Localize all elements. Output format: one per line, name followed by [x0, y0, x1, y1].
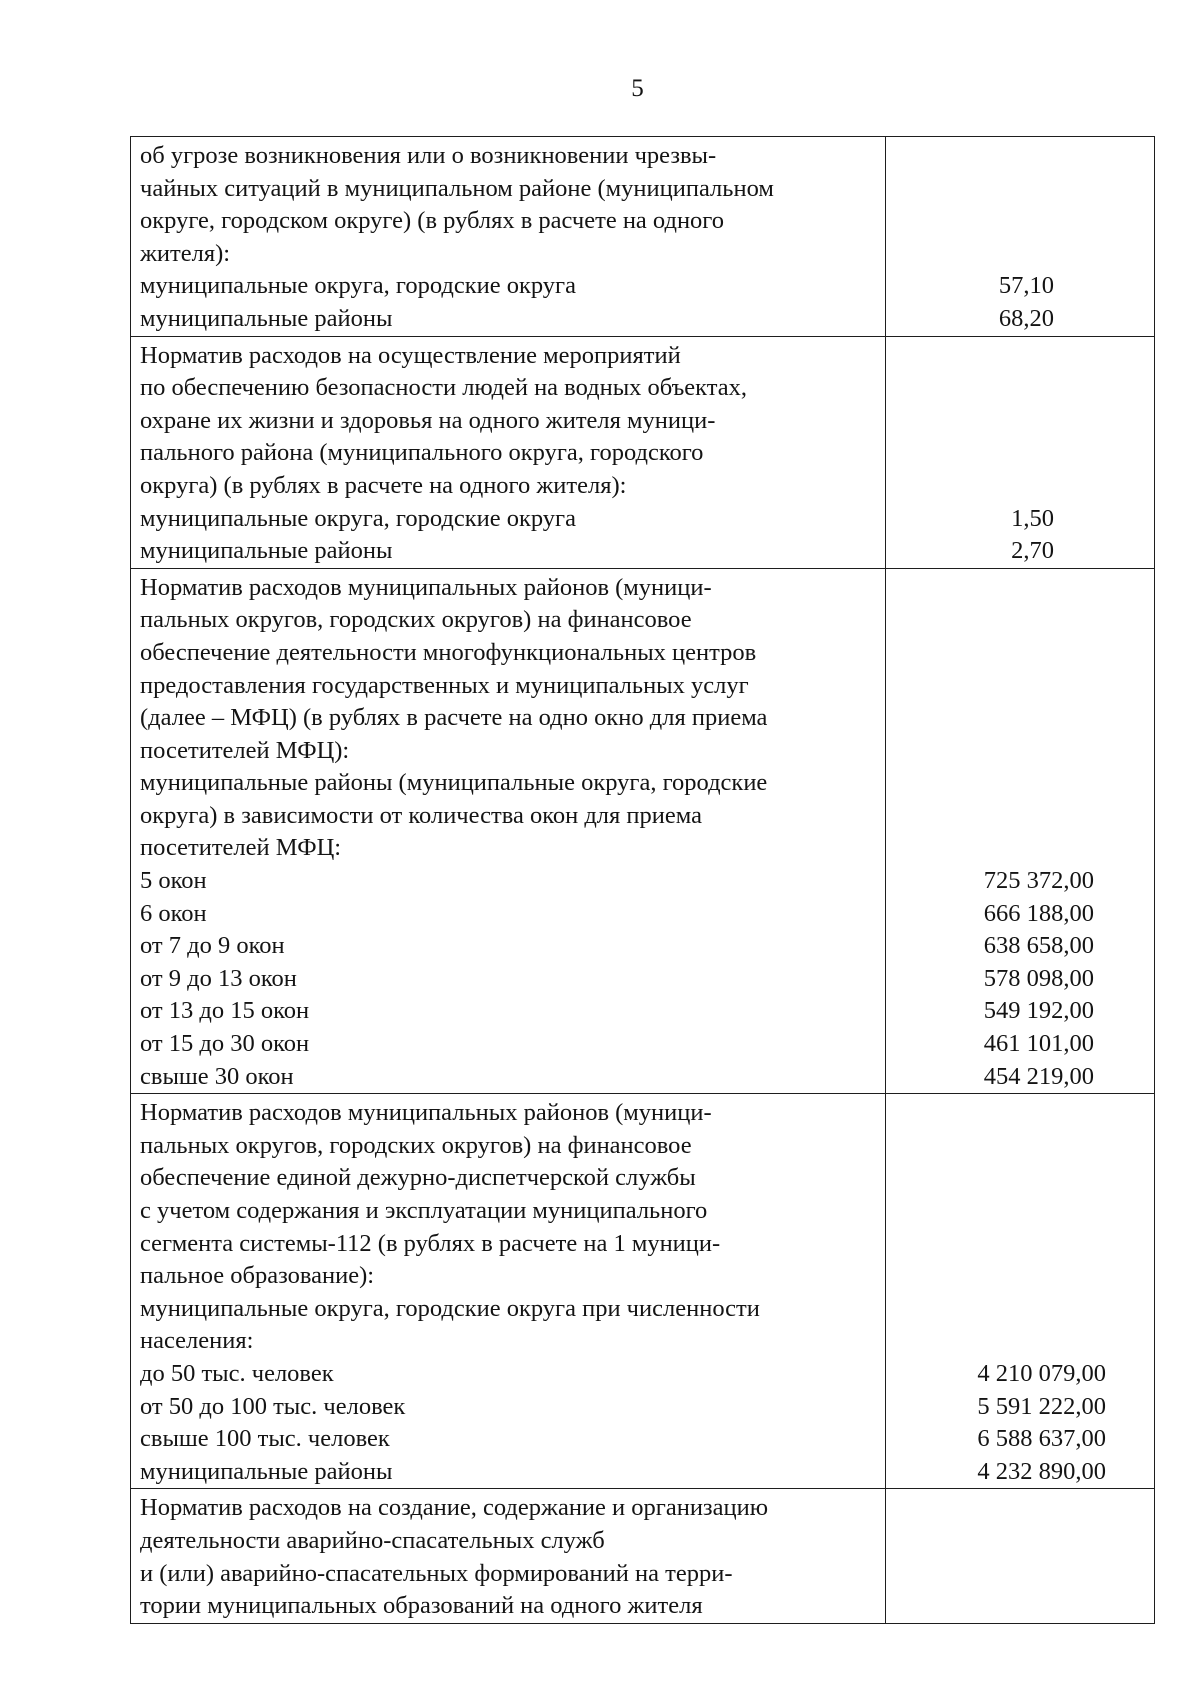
norm-value: 461 101,00: [983, 1030, 1094, 1058]
norm-value-cell: [886, 336, 1155, 568]
norm-description-cell: [131, 568, 886, 1094]
description-line: сегмента системы-112 (в рублях в расчете на 1 муници-: [140, 1229, 721, 1257]
description-line: пальных округов, городских округов) на финансовое: [140, 1131, 692, 1159]
description-line: муниципальные округа, городские округа: [140, 504, 576, 532]
description-line: жителя):: [140, 239, 231, 267]
description-line: муниципальные округа, городские округа при численности: [140, 1294, 760, 1322]
norm-value: 549 192,00: [983, 997, 1094, 1025]
description-line: муниципальные округа, городские округа: [140, 272, 576, 300]
description-line: пального района (муниципального округа, городского: [140, 439, 704, 467]
description-line: муниципальные районы (муниципальные округа, городские: [140, 769, 768, 797]
description-line: населения:: [140, 1327, 254, 1355]
norm-value: 666 188,00: [983, 899, 1094, 927]
description-line: свыше 100 тыс. человек: [140, 1425, 390, 1453]
norm-value: 454 219,00: [983, 1062, 1094, 1090]
norm-value: 2,70: [1011, 537, 1054, 565]
description-line: 6 окон: [140, 899, 207, 927]
description-line: посетителей МФЦ:: [140, 834, 342, 862]
norm-row-mfc: [131, 568, 1155, 1094]
description-line: Норматив расходов на создание, содержание и организацию: [140, 1494, 769, 1522]
norms-table: [130, 136, 1155, 1624]
description-line: деятельности аварийно-спасательных служб: [140, 1526, 605, 1554]
norm-value-cell: [886, 1094, 1155, 1489]
description-line: до 50 тыс. человек: [140, 1359, 334, 1387]
description-line: по обеспечению безопасности людей на водных объектах,: [140, 374, 748, 402]
norm-row-water-safety: [131, 336, 1155, 568]
description-line: с учетом содержания и эксплуатации муниципального: [140, 1197, 708, 1224]
description-line: муниципальные районы: [140, 1457, 393, 1485]
norm-value: 4 210 079,00: [977, 1359, 1106, 1387]
norm-value-cell: [886, 1489, 1155, 1623]
norm-value: 68,20: [998, 304, 1054, 332]
norm-value: 4 232 890,00: [977, 1457, 1106, 1485]
norm-value-cell: [886, 568, 1155, 1094]
norm-description-cell: [131, 137, 886, 337]
norm-value: 5 591 222,00: [977, 1392, 1106, 1420]
norm-row-rescue-services: [131, 1489, 1155, 1623]
description-line: свыше 30 окон: [140, 1062, 294, 1090]
description-line: округе, городском округе) (в рублях в расчете на одного: [140, 207, 724, 235]
norm-description-cell: [131, 336, 886, 568]
description-line: от 15 до 30 окон: [140, 1030, 310, 1058]
norm-row-emergency-warning: [131, 137, 1155, 337]
norm-description-cell: [131, 1489, 886, 1623]
description-line: от 13 до 15 окон: [140, 997, 310, 1025]
norm-value: 578 098,00: [983, 964, 1094, 992]
description-line: посетителей МФЦ):: [140, 736, 350, 764]
description-line: и (или) аварийно-спасательных формирований на терри-: [140, 1559, 733, 1587]
norm-value: 57,10: [998, 272, 1054, 300]
description-line: 5 окон: [140, 867, 207, 895]
norm-value: 1,50: [1011, 504, 1054, 532]
description-line: предоставления государственных и муниципальных услуг: [140, 671, 749, 699]
description-line: муниципальные районы: [140, 304, 393, 332]
norm-description-cell: [131, 1094, 886, 1489]
description-line: об угрозе возникновения или о возникновении чрезвы-: [140, 142, 717, 169]
norm-value: 725 372,00: [983, 867, 1094, 895]
description-line: пальное образование):: [140, 1262, 375, 1290]
description-line: округа) в зависимости от количества окон для приема: [140, 801, 702, 829]
norm-row-dispatch-112: [131, 1094, 1155, 1489]
description-line: Норматив расходов на осуществление мероприятий: [140, 341, 681, 369]
norm-value: 6 588 637,00: [977, 1425, 1106, 1453]
description-line: Норматив расходов муниципальных районов (муници-: [140, 1099, 712, 1127]
description-line: тории муниципальных образований на одного жителя: [140, 1592, 703, 1620]
norm-value-cell: [886, 137, 1155, 337]
description-line: Норматив расходов муниципальных районов (муници-: [140, 573, 712, 601]
description-line: обеспечение деятельности многофункциональных центров: [140, 638, 757, 666]
description-line: муниципальные районы: [140, 537, 393, 565]
description-line: округа) (в рублях в расчете на одного жителя):: [140, 471, 627, 499]
norm-value: 638 658,00: [983, 932, 1094, 960]
page-number: 5: [631, 75, 644, 102]
description-line: чайных ситуаций в муниципальном районе (муниципальном: [140, 174, 774, 202]
description-line: от 50 до 100 тыс. человек: [140, 1392, 406, 1420]
description-line: пальных округов, городских округов) на финансовое: [140, 606, 692, 634]
description-line: охране их жизни и здоровья на одного жителя муници-: [140, 406, 716, 434]
description-line: обеспечение единой дежурно-диспетчерской службы: [140, 1164, 696, 1192]
description-line: от 9 до 13 окон: [140, 964, 297, 992]
description-line: (далее – МФЦ) (в рублях в расчете на одно окно для приема: [140, 704, 768, 732]
description-line: от 7 до 9 окон: [140, 932, 285, 960]
